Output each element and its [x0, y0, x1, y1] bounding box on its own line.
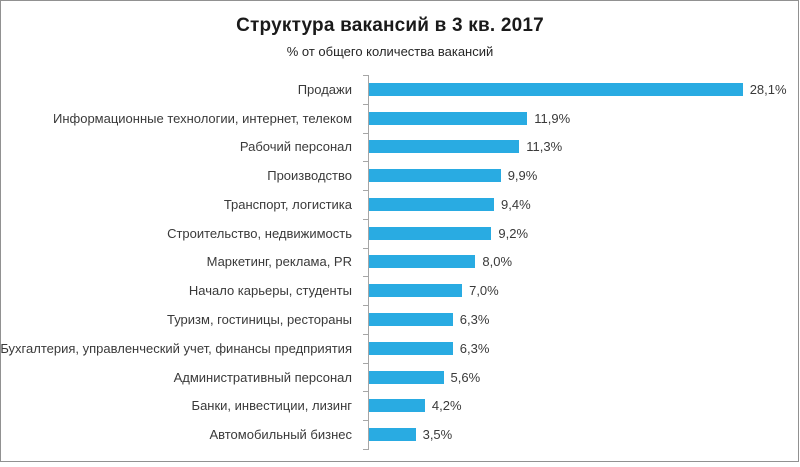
- axis-tick: [363, 248, 369, 249]
- value-label: 4,2%: [431, 398, 462, 414]
- value-label: 7,0%: [469, 283, 499, 299]
- category-label: Рабочий персонал: [239, 139, 352, 155]
- bar-chart-plot-area: [0, 75, 795, 449]
- value-label: 6,3%: [459, 340, 490, 356]
- bar-area: [369, 75, 795, 104]
- bar-area: [369, 391, 795, 420]
- category-label: Информационные технологии, интернет, телеком: [53, 110, 352, 126]
- category-axis-line: [368, 75, 369, 449]
- value-label: 9,2%: [498, 225, 529, 241]
- chart-row: [0, 420, 795, 449]
- category-label: Автомобильный бизнес: [209, 427, 352, 443]
- bar: [369, 169, 501, 182]
- category-label: Производство: [267, 168, 352, 184]
- category-label: Банки, инвестиции, лизинг: [191, 398, 352, 414]
- axis-tick: [363, 219, 369, 220]
- bar-area: [369, 276, 795, 305]
- value-label: 5,6%: [450, 369, 481, 385]
- category-label: Бухгалтерия, управленческий учет, финансы предприятия: [0, 340, 352, 356]
- axis-tick: [363, 334, 369, 335]
- value-label: 28,1%: [749, 81, 787, 97]
- bar: [369, 428, 416, 441]
- value-label: 9,9%: [507, 168, 538, 184]
- bar: [369, 112, 527, 125]
- axis-tick: [363, 276, 369, 277]
- bar-area: [369, 305, 795, 334]
- bar-area: [369, 190, 795, 219]
- axis-tick: [363, 420, 369, 421]
- category-label: Начало карьеры, студенты: [188, 283, 352, 299]
- axis-tick: [363, 75, 369, 76]
- chart-row: [0, 219, 795, 248]
- category-label: Туризм, гостиницы, рестораны: [166, 312, 352, 327]
- bar-area: [369, 104, 795, 133]
- value-label: 6,3%: [459, 312, 490, 327]
- value-label: 11,9%: [534, 110, 571, 126]
- value-label: 11,3%: [526, 139, 563, 155]
- bar: [369, 399, 425, 412]
- chart-row: [0, 276, 795, 305]
- chart-title: Структура вакансий в 3 кв. 2017: [236, 15, 544, 36]
- chart-row: [0, 161, 795, 190]
- axis-tick: [363, 449, 369, 450]
- category-label: Продажи: [297, 81, 352, 97]
- chart-row: [0, 104, 795, 133]
- value-label: 3,5%: [422, 427, 453, 443]
- chart-subtitle: % от общего количества вакансий: [286, 44, 494, 59]
- axis-tick: [363, 363, 369, 364]
- axis-tick: [363, 391, 369, 392]
- value-label: 8,0%: [482, 254, 513, 270]
- category-label: Транспорт, логистика: [223, 196, 352, 212]
- chart-row: [0, 248, 795, 277]
- category-label: Административный персонал: [173, 369, 352, 385]
- bar: [369, 255, 475, 268]
- axis-tick: [363, 305, 369, 306]
- bar-area: [369, 363, 795, 392]
- bar: [369, 342, 453, 355]
- category-label: Маркетинг, реклама, PR: [206, 254, 352, 270]
- bar-area: [369, 219, 795, 248]
- bar-area: [369, 334, 795, 363]
- bar-area: [369, 133, 795, 162]
- chart-row: [0, 391, 795, 420]
- axis-tick: [363, 104, 369, 105]
- bar: [369, 140, 519, 153]
- bar: [369, 198, 494, 211]
- axis-tick: [363, 190, 369, 191]
- chart-row: [0, 334, 795, 363]
- bar: [369, 284, 462, 297]
- bar: [369, 313, 453, 326]
- bar-area: [369, 161, 795, 190]
- chart-row: [0, 363, 795, 392]
- bar-area: [369, 420, 795, 449]
- chart-row: [0, 190, 795, 219]
- axis-tick: [363, 161, 369, 162]
- bar-area: [369, 248, 795, 277]
- value-label: 9,4%: [501, 196, 531, 212]
- axis-tick: [363, 133, 369, 134]
- bar: [369, 83, 743, 96]
- category-label: Строительство, недвижимость: [167, 225, 352, 241]
- chart-row: [0, 75, 795, 104]
- bar: [369, 371, 444, 384]
- bar: [369, 227, 491, 240]
- chart-row: [0, 133, 795, 162]
- chart-row: [0, 305, 795, 334]
